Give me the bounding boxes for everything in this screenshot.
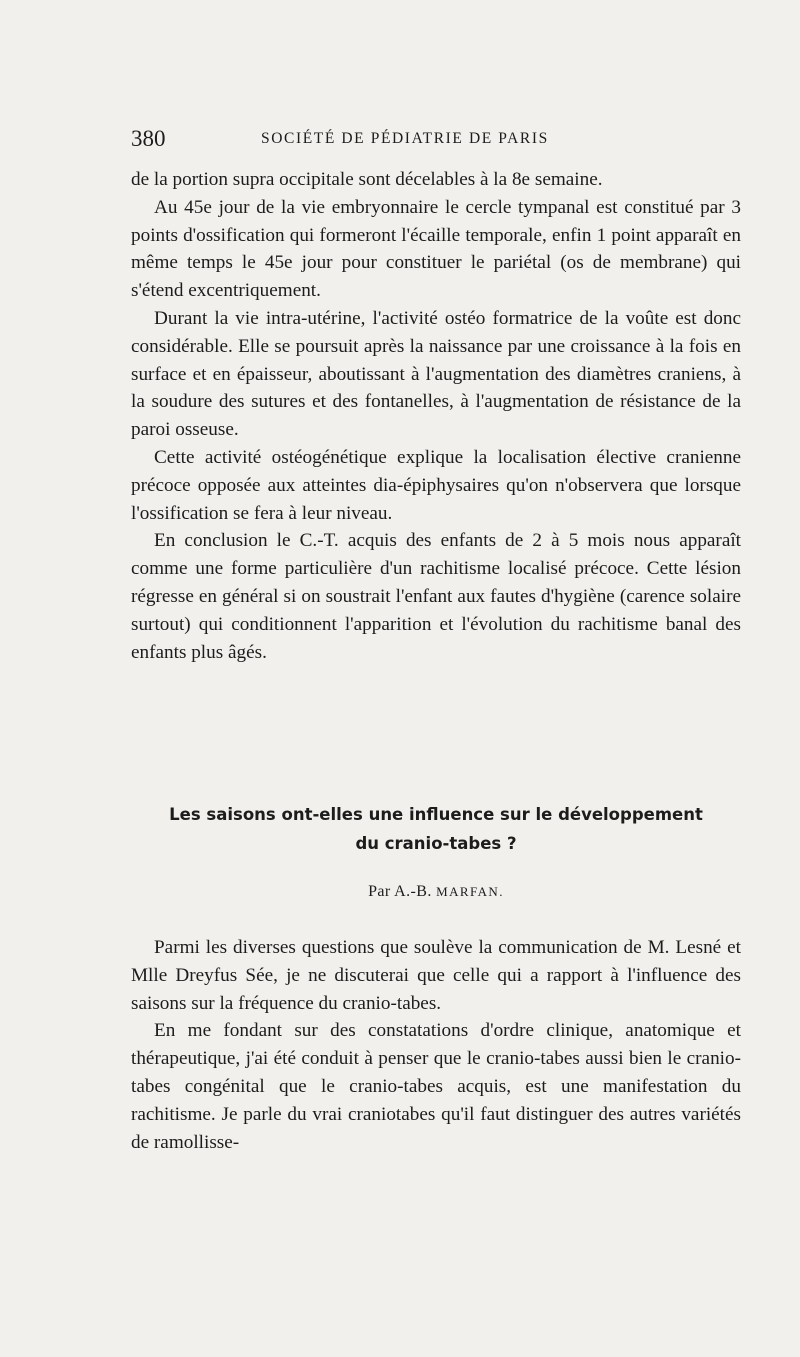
section-title-line: du cranio-tabes ? <box>355 834 517 853</box>
paragraph: Durant la vie intra-utérine, l'activité ostéo formatrice de la voûte est donc considérable. Elle se poursuit après la naissance par une croissance à la fois en surface et en épaisseur, aboutissant à l'augmentation des diamètres craniens, à la soudure des sutures et des fontanelles, à l'augmentation de résistance de la paroi osseuse. <box>131 307 741 441</box>
paragraph: Parmi les diverses questions que soulève la communication de M. Lesné et Mlle Dreyfus Sée, je ne discuterai que celle qui a rapport à l'influence des saisons sur la fréquence du cranio-tabes. <box>131 937 741 1014</box>
running-head <box>131 124 741 154</box>
running-head-title: SOCIÉTÉ DE PÉDIATRIE DE PARIS <box>261 130 549 147</box>
paragraph: Cette activité ostéogénétique explique la localisation élective cranienne précoce opposée aux atteintes dia-épiphysaires qu'on n'observera que lorsque l'ossification se fera à leur niveau. <box>131 446 741 524</box>
author-byline <box>131 883 741 901</box>
byline-author: MARFAN. <box>436 884 504 899</box>
paragraph: Au 45e jour de la vie embryonnaire le cercle tympanal est constitué par 3 points d'ossification qui formeront l'écaille temporale, enfin 1 point apparaît en même temps le 45e jour pour constituer le pariétal (os de membrane) qui s'étend excentriquement. <box>131 196 741 302</box>
paragraph: de la portion supra occipitale sont décelables à la 8e semaine. <box>131 169 603 190</box>
body-text-after <box>131 934 741 1156</box>
paragraph: En me fondant sur des constatations d'ordre clinique, anatomique et thérapeutique, j'ai été conduit à penser que le cranio-tabes aussi bien le cranio-tabes congénital que le cranio-tabes acquis, est une manifestation du rachitisme. Je parle du vrai craniotabes qu'il faut distinguer des autres variétés de ramollisse- <box>131 1020 741 1153</box>
section-title <box>131 800 741 858</box>
byline-prefix: Par A.-B. <box>368 883 432 900</box>
section-title-line: Les saisons ont-elles une influence sur le développement <box>169 805 703 824</box>
body-text-before <box>131 166 741 666</box>
paragraph: En conclusion le C.-T. acquis des enfants de 2 à 5 mois nous apparaît comme une forme particulière d'un rachitisme localisé précoce. Cette lésion régresse en général si on soustrait l'enfant aux fautes d'hygiène (carence solaire surtout) qui conditionnent l'apparition et l'évolution du rachitisme banal des enfants plus âgés. <box>131 530 741 663</box>
page-number: 380 <box>131 126 166 151</box>
